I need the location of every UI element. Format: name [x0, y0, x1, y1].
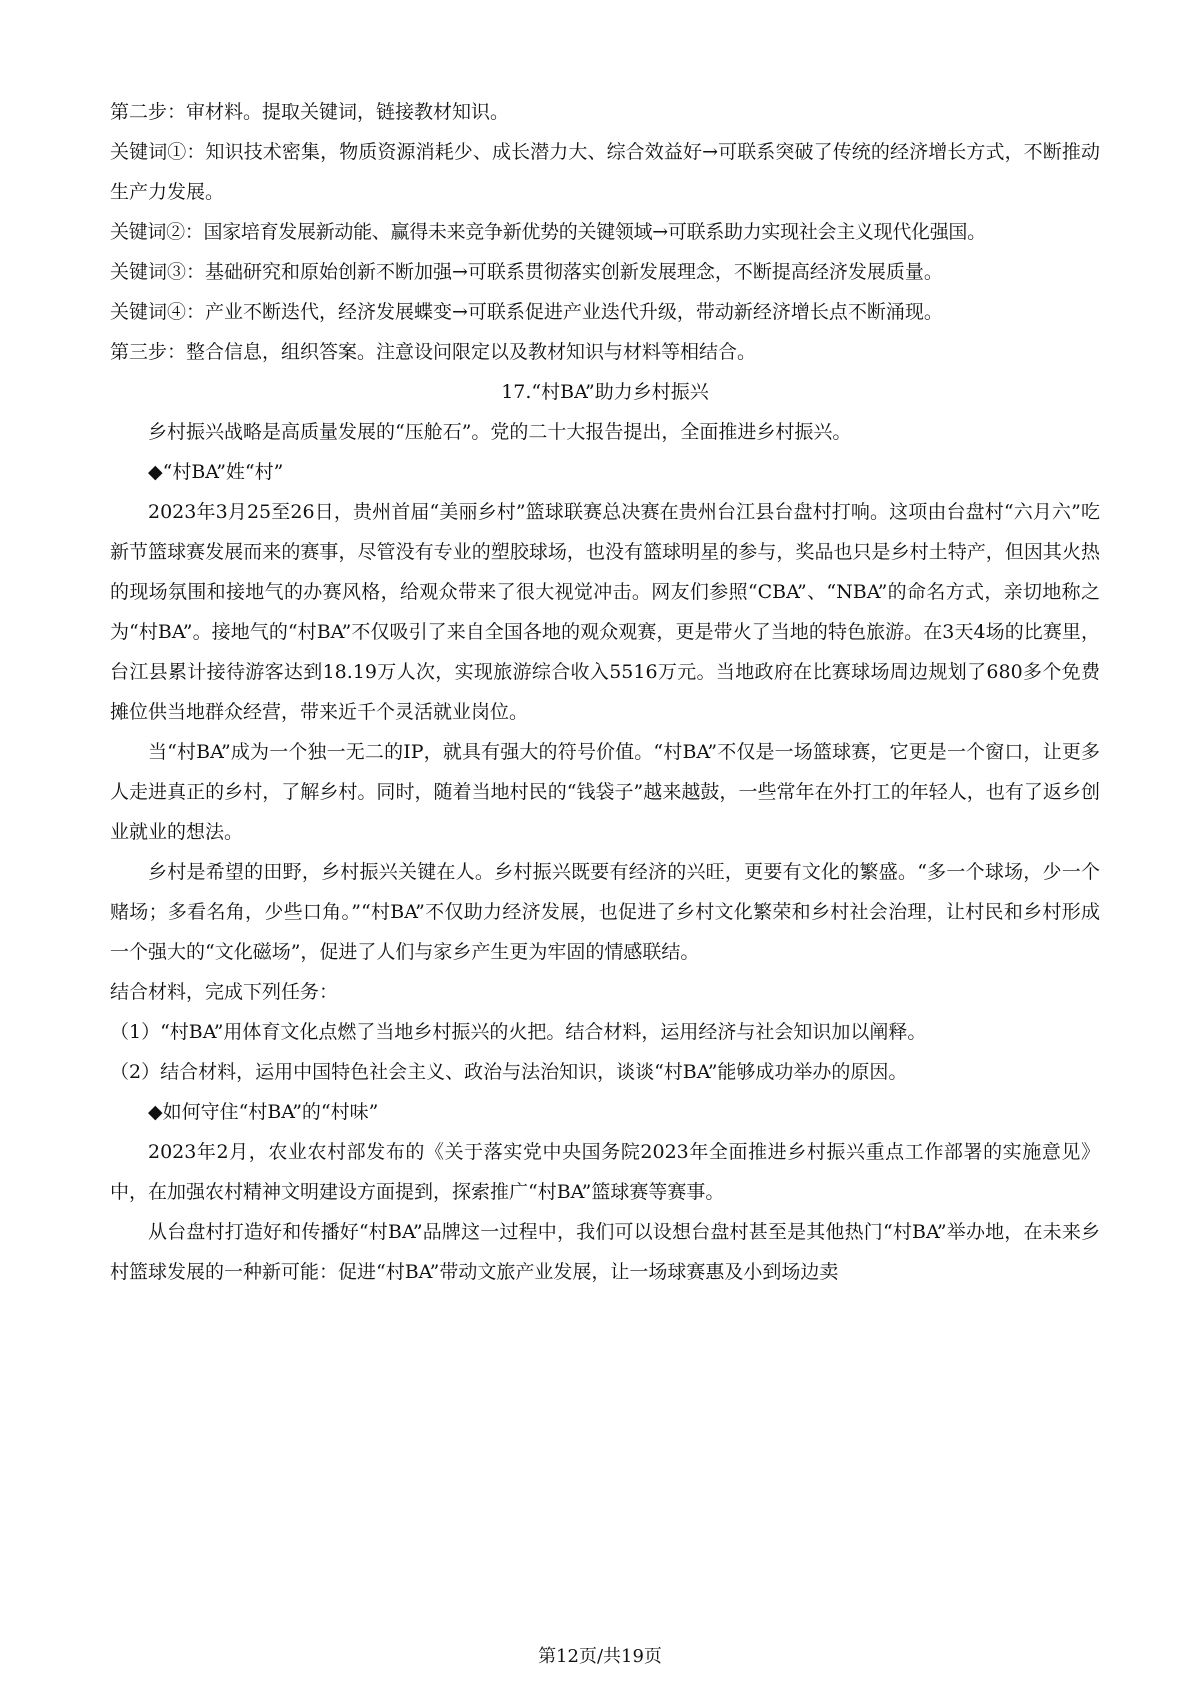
material-paragraph-4: 2023年2月，农业农村部发布的《关于落实党中央国务院2023年全面推进乡村振兴重点工作部署的实施意见》中，在加强农村精神文明建设方面提到，探索推广“村BA”篮球赛等赛事。 [110, 1141, 1100, 1203]
question-intro: 乡村振兴战略是高质量发展的“压舱石”。党的二十大报告提出，全面推进乡村振兴。 [148, 421, 852, 443]
analysis-step3: 第三步：整合信息，组织答案。注意设问限定以及教材知识与材料等相结合。 [110, 341, 757, 363]
analysis-keyword-2: 关键词②：国家培育发展新动能、赢得未来竞争新优势的关键领域→可联系助力实现社会主义现代化强国。 [110, 221, 986, 243]
section-heading-2: ◆如何守住“村BA”的“村味” [148, 1101, 379, 1123]
material-paragraph-3: 乡村是希望的田野，乡村振兴关键在人。乡村振兴既要有经济的兴旺，更要有文化的繁盛。“多一个球场，少一个赌场；多看名角，少些口角。”“村BA”不仅助力经济发展，也促进了乡村文化繁荣和乡村社会治理，让村民和乡村形成一个强大的“文化磁场”，促进了人们与家乡产生更为牢固的情感联结。 [110, 861, 1100, 963]
analysis-step2: 第二步：审材料。提取关键词，链接教材知识。 [110, 101, 510, 123]
section-heading-1: ◆“村BA”姓“村” [148, 461, 284, 483]
analysis-keyword-4: 关键词④：产业不断迭代，经济发展蝶变→可联系促进产业迭代升级，带动新经济增长点不断涌现。 [110, 301, 943, 323]
page-indicator: 第12页/共19页 [538, 1646, 662, 1667]
material-paragraph-1: 2023年3月25至26日，贵州首届“美丽乡村”篮球联赛总决赛在贵州台江县台盘村打响。这项由台盘村“六月六”吃新节篮球赛发展而来的赛事，尽管没有专业的塑胶球场，也没有篮球明星的参与，奖品也只是乡村土特产，但因其火热的现场氛围和接地气的办赛风格，给观众带来了很大视觉冲击。网友们参照“CBA”、“NBA”的命名方式，亲切地称之为“村BA”。接地气的“村BA”不仅吸引了来自全国各地的观众观赛，更是带火了当地的特色旅游。在3天4场的比赛里，台江县累计接待游客达到18.19万人次，实现旅游综合收入5516万元。当地政府在比赛球场周边规划了680多个免费摊位供当地群众经营，带来近千个灵活就业岗位。 [110, 501, 1100, 723]
material-paragraph-5: 从台盘村打造好和传播好“村BA”品牌这一过程中，我们可以设想台盘村甚至是其他热门“村BA”举办地，在未来乡村篮球发展的一种新可能：促进“村BA”带动文旅产业发展，让一场球赛惠及小到场边卖 [110, 1221, 1100, 1283]
task-2: （2）结合材料，运用中国特色社会主义、政治与法治知识，谈谈“村BA”能够成功举办的原因。 [110, 1061, 908, 1083]
task-1: （1）“村BA”用体育文化点燃了当地乡村振兴的火把。结合材料，运用经济与社会知识加以阐释。 [110, 1021, 927, 1043]
task-intro: 结合材料，完成下列任务： [110, 981, 339, 1003]
material-paragraph-2: 当“村BA”成为一个独一无二的IP，就具有强大的符号价值。“村BA”不仅是一场篮球赛，它更是一个窗口，让更多人走进真正的乡村，了解乡村。同时，随着当地村民的“钱袋子”越来越鼓，一些常年在外打工的年轻人，也有了返乡创业就业的想法。 [110, 741, 1100, 843]
analysis-keyword-1: 关键词①：知识技术密集，物质资源消耗少、成长潜力大、综合效益好→可联系突破了传统的经济增长方式，不断推动生产力发展。 [110, 141, 1100, 203]
page-content [110, 92, 1100, 1292]
question-title: 17.“村BA”助力乡村振兴 [501, 381, 709, 403]
analysis-keyword-3: 关键词③：基础研究和原始创新不断加强→可联系贯彻落实创新发展理念，不断提高经济发展质量。 [110, 261, 943, 283]
